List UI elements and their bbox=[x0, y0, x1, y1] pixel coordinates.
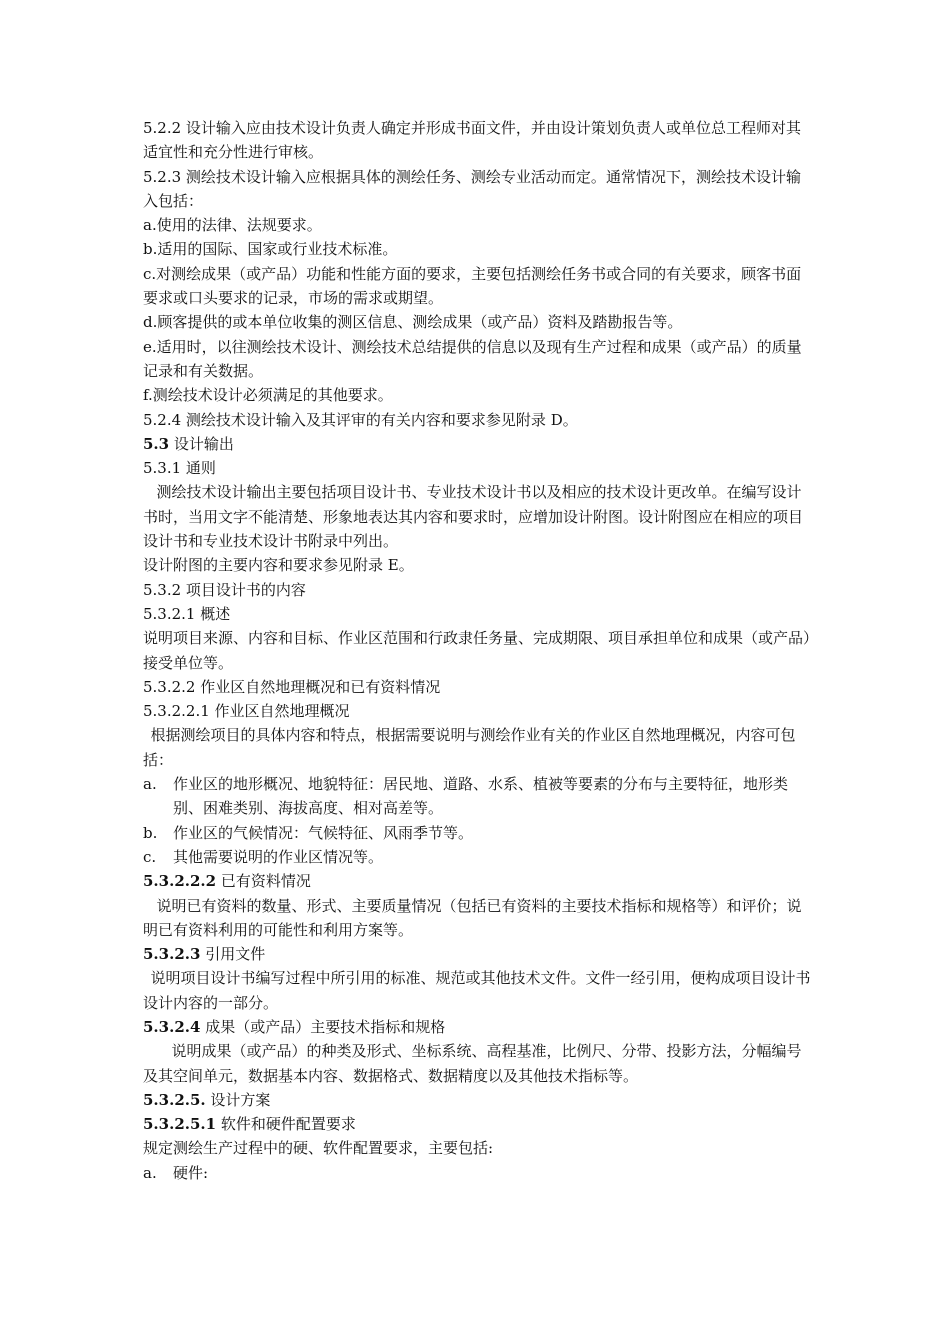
heading-title: 已有资料情况 bbox=[216, 872, 311, 891]
heading-title: 软件和硬件配置要求 bbox=[216, 1115, 356, 1134]
heading-5-3-2-3 bbox=[143, 942, 813, 966]
geography-item-b bbox=[143, 821, 813, 845]
list-marker: a. bbox=[143, 1163, 157, 1182]
input-item-c: c.对测绘成果（或产品）功能和性能方面的要求，主要包括测绘任务书或合同的有关要求，顾客书面要求或口头要求的记录，市场的需求或期望。 bbox=[143, 264, 802, 308]
input-item-b: b.适用的国际、国家或行业技术标准。 bbox=[143, 240, 398, 259]
input-item-d: d.顾客提供的或本单位收集的测区信息、测绘成果（或产品）资料及踏勘报告等。 bbox=[143, 313, 683, 332]
heading-number: 5.3.2.5. bbox=[143, 1090, 206, 1109]
heading-5-3-2-2-2 bbox=[143, 869, 813, 893]
list-marker: c. bbox=[143, 847, 157, 866]
heading-5-3-2: 5.3.2 项目设计书的内容 bbox=[143, 580, 306, 599]
list-item-text: 作业区的气候情况：气候特征、风雨季节等。 bbox=[173, 823, 474, 842]
clause-5-2-4: 5.2.4 测绘技术设计输入及其评审的有关内容和要求参见附录 D。 bbox=[143, 410, 578, 429]
heading-title: 设计方案 bbox=[205, 1090, 271, 1109]
references-paragraph: 说明项目设计书编写过程中所引用的标准、规范或其他技术文件。文件一经引用，便构成项目设计书设计内容的一部分。 bbox=[143, 969, 811, 1012]
heading-5-3-2-5-1 bbox=[143, 1112, 813, 1136]
input-item-f: f.测绘技术设计必须满足的其他要求。 bbox=[143, 386, 393, 405]
input-item-a: a.使用的法律、法规要求。 bbox=[143, 216, 322, 235]
document-page bbox=[143, 116, 813, 1185]
heading-5-3-2-2-1: 5.3.2.2.1 作业区自然地理概况 bbox=[143, 702, 350, 721]
heading-number: 5.3.2.5.1 bbox=[143, 1115, 217, 1134]
clause-5-2-3: 5.2.3 测绘技术设计输入应根据具体的测绘任务、测绘专业活动而定。通常情况下，测绘技术设计输入包括： bbox=[143, 167, 801, 210]
heading-5-3-number: 5.3 bbox=[143, 434, 170, 453]
list-item-text: 其他需要说明的作业区情况等。 bbox=[173, 847, 384, 866]
heading-number: 5.3.2.2.2 bbox=[143, 872, 217, 891]
list-item-text: 硬件: bbox=[173, 1163, 209, 1182]
list-item-text: 作业区的地形概况、地貌特征：居民地、道路、水系、植被等要素的分布与主要特征，地形类别、困难类别、海拔高度、相对高差等。 bbox=[173, 775, 789, 818]
appendix-e-note: 设计附图的主要内容和要求参见附录 E。 bbox=[143, 556, 414, 575]
list-marker: a. bbox=[143, 775, 157, 794]
config-item-a bbox=[143, 1161, 813, 1185]
heading-title: 成果（或产品）主要技术指标和规格 bbox=[200, 1017, 446, 1036]
specs-paragraph: 说明成果（或产品）的种类及形式、坐标系统、高程基准，比例尺、分带、投影方法，分幅编号及其空间单元，数据基本内容、数据格式、数据精度以及其他技术指标等。 bbox=[143, 1042, 802, 1085]
overview-paragraph: 说明项目来源、内容和目标、作业区范围和行政隶任务量、完成期限、项目承担单位和成果（或产品）接受单位等。 bbox=[143, 629, 811, 672]
general-paragraph: 测绘技术设计输出主要包括项目设计书、专业技术设计书以及相应的技术设计更改单。在编写设计书时，当用文字不能清楚、形象地表达其内容和要求时，应增加设计附图。设计附图应在相应的项目设计书和专业技术设计书附录中列出。 bbox=[143, 483, 804, 551]
existing-data-paragraph: 说明已有资料的数量、形式、主要质量情况（包括已有资料的主要技术指标和规格等）和评价；说明已有资料利用的可能性和利用方案等。 bbox=[143, 896, 802, 939]
heading-5-3-1: 5.3.1 通则 bbox=[143, 459, 216, 478]
heading-title: 引用文件 bbox=[200, 945, 266, 964]
heading-5-3-2-1: 5.3.2.1 概述 bbox=[143, 604, 231, 623]
geography-paragraph: 根据测绘项目的具体内容和特点，根据需要说明与测绘作业有关的作业区自然地理概况，内容可包括： bbox=[143, 726, 796, 769]
heading-number: 5.3.2.4 bbox=[143, 1017, 201, 1036]
list-marker: b. bbox=[143, 823, 158, 842]
heading-5-3-title: 设计输出 bbox=[169, 434, 234, 453]
config-paragraph: 规定测绘生产过程中的硬、软件配置要求，主要包括: bbox=[143, 1139, 494, 1158]
input-item-e: e.适用时，以往测绘技术设计、测绘技术总结提供的信息以及现有生产过程和成果（或产品）的质量记录和有关数据。 bbox=[143, 337, 802, 380]
geography-item-a bbox=[143, 772, 813, 821]
heading-5-3-2-4 bbox=[143, 1015, 813, 1039]
heading-5-3-2-2: 5.3.2.2 作业区自然地理概况和已有资料情况 bbox=[143, 677, 441, 696]
heading-5-3 bbox=[143, 432, 813, 456]
geography-item-c bbox=[143, 845, 813, 869]
heading-5-3-2-5 bbox=[143, 1088, 813, 1112]
clause-5-2-2: 5.2.2 设计输入应由技术设计负责人确定并形成书面文件，并由设计策划负责人或单位总工程师对其适宜性和充分性进行审核。 bbox=[143, 119, 801, 162]
heading-number: 5.3.2.3 bbox=[143, 945, 201, 964]
